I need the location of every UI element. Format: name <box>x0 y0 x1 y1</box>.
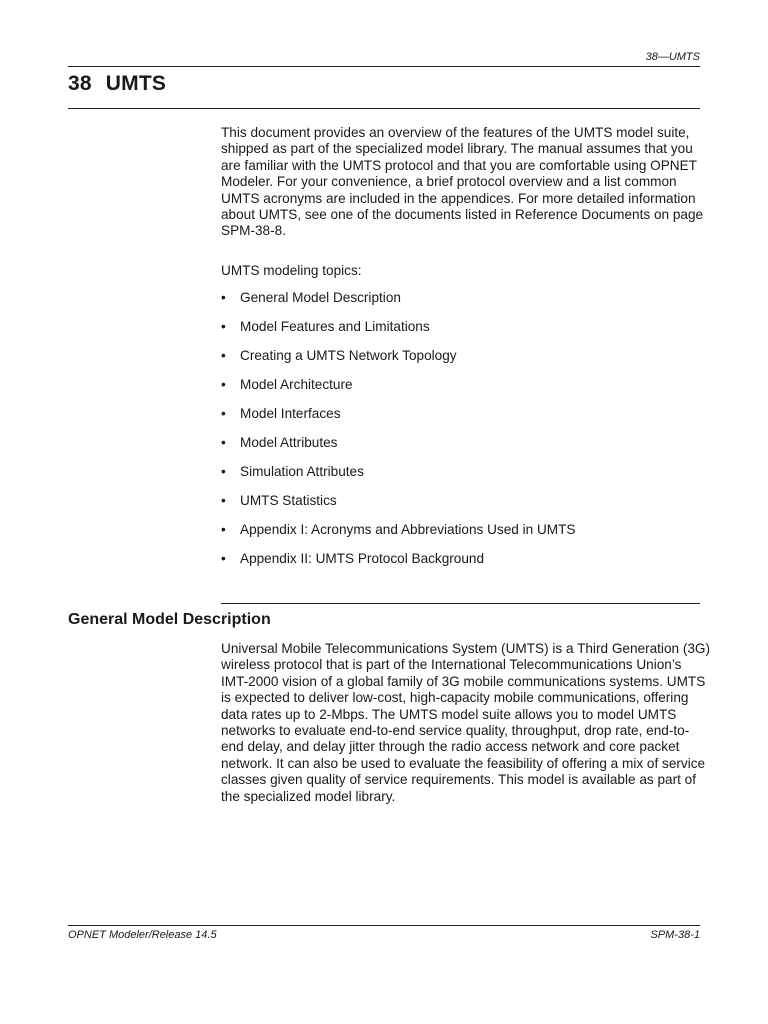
header-rule <box>68 66 700 67</box>
list-item <box>221 435 575 464</box>
list-item <box>221 464 575 493</box>
bullet-icon: • <box>221 290 226 305</box>
bullet-icon: • <box>221 348 226 363</box>
topic-label: Model Features and Limitations <box>240 319 430 334</box>
section-rule <box>221 603 700 604</box>
chapter-number: 38 <box>68 72 92 95</box>
bullet-icon: • <box>221 406 226 421</box>
bullet-icon: • <box>221 435 226 450</box>
section-heading: General Model Description <box>68 611 271 628</box>
running-head: 38—UMTS <box>645 51 700 63</box>
list-item <box>221 290 575 319</box>
topic-label: Model Interfaces <box>240 406 341 421</box>
bullet-icon: • <box>221 522 226 537</box>
bullet-icon: • <box>221 464 226 479</box>
chapter-name: UMTS <box>105 72 167 95</box>
topic-label: Model Architecture <box>240 377 353 392</box>
bullet-icon: • <box>221 493 226 508</box>
footer-release: OPNET Modeler/Release 14.5 <box>68 929 217 941</box>
chapter-title <box>68 72 166 96</box>
list-item <box>221 551 575 580</box>
topic-label: UMTS Statistics <box>240 493 337 508</box>
list-item <box>221 348 575 377</box>
bullet-icon: • <box>221 551 226 566</box>
topic-label: General Model Description <box>240 290 401 305</box>
footer-page-number: SPM-38-1 <box>650 929 700 941</box>
topic-label: Appendix I: Acronyms and Abbreviations Used in UMTS <box>240 522 576 537</box>
list-item <box>221 406 575 435</box>
topic-label: Creating a UMTS Network Topology <box>240 348 457 363</box>
topic-label: Simulation Attributes <box>240 464 364 479</box>
intro-paragraph: This document provides an overview of the features of the UMTS model suite, shipped as part of the specialized model library. The manual assumes that you are familiar with the UMTS protocol and that you are comfortable using OPNET Modeler. For your convenience, a brief protocol overview and a list common UMTS acronyms are included in the appendices. For more detailed information about UMTS, see one of the documents listed in Reference Documents on page SPM-38-8. <box>221 125 704 239</box>
title-rule <box>68 108 700 109</box>
bullet-icon: • <box>221 377 226 392</box>
topic-label: Appendix II: UMTS Protocol Background <box>240 551 485 566</box>
list-item <box>221 522 575 551</box>
footer-rule <box>68 925 700 926</box>
topic-label: Model Attributes <box>240 435 338 450</box>
list-item <box>221 377 575 406</box>
bullet-icon: • <box>221 319 226 334</box>
section-paragraph: Universal Mobile Telecommunications System (UMTS) is a Third Generation (3G) wireless protocol that is part of the International Telecommunications Union’s IMT-2000 vision of a global family of 3G mobile communications systems. UMTS is expected to deliver low-cost, high-capacity mobile communications, offering data rates up to 2-Mbps. The UMTS model suite allows you to model UMTS networks to evaluate end-to-end service quality, throughput, drop rate, end-to-end delay, and delay jitter through the radio access network and core packet network. It can also be used to evaluate the feasibility of offering a mix of service classes given quality of service requirements. This model is available as part of the specialized model library. <box>221 641 711 804</box>
topic-list <box>221 290 575 580</box>
list-item <box>221 493 575 522</box>
topics-label: UMTS modeling topics: <box>221 263 362 278</box>
list-item <box>221 319 575 348</box>
